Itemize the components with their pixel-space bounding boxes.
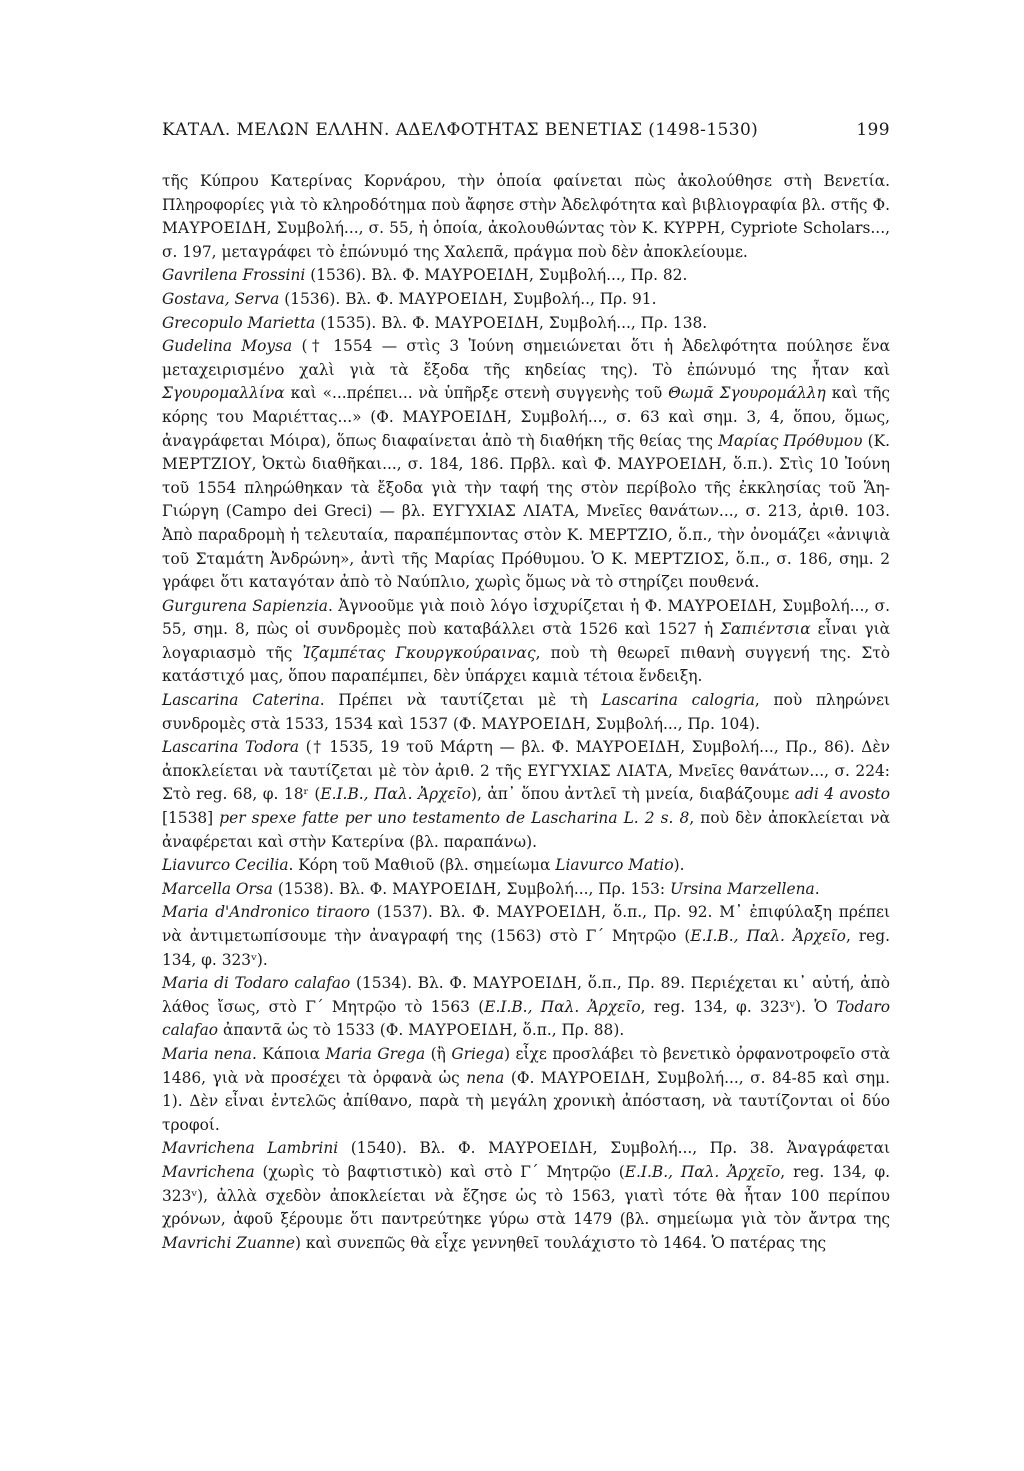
text-run: , Συμβολή..., Πρ. 153: — [496, 879, 670, 898]
italic-name: Θωμᾶ Σγουρομάλλη — [668, 384, 826, 403]
header-title: ΚΑΤΑΛ. ΜΕΛΩΝ ΕΛΛΗΝ. ΑΔΕΛΦΟΤΗΤΑΣ ΒΕΝΕΤΙΑΣ (1498-1530) — [162, 120, 759, 140]
italic-name: Mavrichena — [162, 1162, 255, 1181]
text-run: , Συμβολή..., Πρ. 82. — [528, 266, 688, 285]
text-run: , ὅ.π.). Στὶς 10 Ἰούνη τοῦ 1554 πληρώθηκαν τὰ ἔξοδα γιὰ τὴν ταφή της στὸν περίβολο τῆς ἐκκλησίας τοῦ Ἅη-Γιώργη (Campo dei Greci) — βλ. — [162, 455, 890, 521]
italic-name: Mavrichena Lambrini — [162, 1139, 339, 1158]
catalogue-entry — [162, 736, 890, 854]
catalogue-entry — [162, 1043, 890, 1137]
text-run: , Μνεῖες θανάτων..., σ. 224: Στὸ reg. 68, φ. 18ʳ ( — [162, 761, 890, 804]
italic-name: Griega — [451, 1044, 505, 1063]
italic-name: E.I.B., Παλ. Ἀρχεῖο — [320, 785, 472, 804]
italic-name: nena — [466, 1068, 505, 1087]
text-run: (1537). Βλ. Φ. — [369, 903, 497, 922]
text-run: (χωρὶς τὸ βαφτιστικὸ) καὶ στὸ Γ´ Μητρῷο ( — [254, 1162, 625, 1181]
continued-paragraph — [162, 170, 890, 264]
italic-name: E.I.B., Παλ. Ἀρχεῖο — [624, 1162, 781, 1181]
italic-name: Gurgurena Sapienzia — [162, 596, 328, 615]
catalogue-entry — [162, 972, 890, 1043]
author-name: ΜΑΥΡΟΕΙΔΗ — [540, 1068, 646, 1087]
author-name: ΜΑΥΡΟΕΙΔΗ — [481, 714, 586, 733]
author-name: ΜΑΥΡΟΕΙΔΗ — [162, 219, 267, 238]
text-run: (Φ. — [504, 1068, 541, 1087]
text-run: , ὅ.π., σ. 186, σημ. 2 γράφει ὅτι καταγόταν ἀπὸ τὸ Ναύπλιο, χωρὶς ὅμως νὰ τὸ στηρίζει πουθενά. — [162, 549, 890, 592]
author-name: ΜΑΥΡΟΕΙΔΗ — [496, 903, 602, 922]
italic-name: E.I.B., Παλ. Ἀρχεῖο — [484, 997, 641, 1016]
catalogue-entry — [162, 595, 890, 689]
text-run: (1534). Βλ. Φ. — [350, 974, 473, 993]
text-run: . Κόρη τοῦ Μαθιοῦ (βλ. σημείωμα — [288, 856, 556, 875]
text-run: (1535). Βλ. Φ. — [315, 313, 435, 332]
italic-name: Todaro calafao — [162, 997, 890, 1040]
text-run: . Πρέπει νὰ ταυτίζεται μὲ τὴ — [319, 691, 602, 710]
italic-name: Maria d'Andronico tiraoro — [162, 903, 370, 922]
text-run: (Κ. — [862, 431, 890, 450]
text-run: , Συμβολή..., σ. 63 καὶ σημ. 3, 4, ὅπου, ὅμως, ἀναγράφεται Μόιρα), ὅπως διαφαίνεται ἀπὸ τὴ διαθήκη τῆς θείας της — [162, 407, 890, 450]
text-run: , Συμβολή.., Πρ. 91. — [503, 289, 657, 308]
italic-name: Σγουρομαλλίνα — [162, 384, 285, 403]
text-run: , Συμβολή..., σ. 84-85 καὶ σημ. 1). Δὲν εἶναι ἐντελῶς ἀπίθανο, παρὰ τὴ μεγάλη χρονικὴ ἀπόσταση, νὰ ταυτίζονται οἱ δύο τροφοί. — [162, 1068, 890, 1134]
italic-name: Μαρίας Πρόθυμου — [718, 431, 863, 450]
italic-name: per spexe fatte per uno testamento de Lascharina L. 2 s. 8 — [219, 809, 690, 828]
text-run: (1536). Βλ. Φ. — [305, 266, 425, 285]
italic-name: Marcella Orsa — [162, 879, 273, 898]
author-name: ΚΥΡΡΗ — [663, 219, 721, 238]
text-run: ἀπαντᾶ ὡς τὸ 1533 (Φ. — [218, 1021, 409, 1040]
text-run: , ποὺ τὴ θεωρεῖ πιθανὴ συγγενή της. Στὸ κατάστιχό μας, ὅπου παραπέμπει, δὲν ὑπάρχει καμιὰ τέτοια ἔνδειξη. — [162, 643, 890, 686]
author-name: ΜΑΥΡΟΕΙΔΗ — [424, 266, 529, 285]
italic-name: Maria di Todaro calafao — [162, 974, 351, 993]
text-run: καὶ τῆς κόρης του Μαριέττας...» (Φ. — [162, 384, 891, 426]
catalogue-entry — [162, 264, 890, 288]
text-run: (1540). Βλ. Φ. — [338, 1139, 489, 1158]
text-run: , Ὀκτὼ διαθῆκαι..., σ. 184, 186. Πρβλ. καὶ Φ. — [251, 455, 618, 474]
author-name: ΜΑΥΡΟΕΙΔΗ — [488, 1139, 593, 1158]
catalogue-entry — [162, 1137, 890, 1255]
text-run: , ὅ.π., τὴν ὀνομάζει «ἀνιψιὰ τοῦ Σταμάτη Ἀνδρώνη», ἀντὶ τῆς Μαρίας Πρόθυμου. Ὁ Κ. — [162, 525, 890, 568]
text-run: († 1535, 19 τοῦ Μάρτη — βλ. Φ. — [299, 738, 576, 757]
text-run: εἶναι γιὰ λογαριασμὸ τῆς — [162, 620, 890, 662]
italic-name: adi 4 avosto — [794, 785, 890, 804]
text-run: (1538). Βλ. Φ. — [272, 879, 393, 898]
author-name: ΜΑΥΡΟΕΙΔΗ — [408, 1021, 513, 1040]
italic-name: Gudelina Moysa — [162, 337, 293, 356]
catalogue-entry — [162, 288, 890, 312]
text-run: († 1554 — στὶς 3 Ἰούνη σημειώνεται ὅτι ἡ Ἀδελφότητα πούλησε ἕνα μεταχειρισμένο χαλὶ γιὰ τὰ ἔξοδα τῆς κηδείας της). Τὸ ἐπώνυμό της ἦταν καὶ — [162, 337, 890, 379]
author-name: ΜΕΡΤΖΙΟΥ — [162, 455, 252, 474]
catalogue-entry — [162, 901, 890, 972]
author-name: ΜΑΥΡΟΕΙΔΗ — [575, 738, 681, 757]
catalogue-entry — [162, 878, 890, 902]
author-name: ΕΥΓΥΧΙΑΣ ΛΙΑΤΑ — [527, 761, 668, 780]
italic-name: Grecopulo Marietta — [162, 313, 316, 332]
text-run: , Συμβολή..., Πρ. 138. — [539, 313, 708, 332]
text-run: , Συμβολή..., σ. 55, σημ. 8, πὼς οἱ συνδρομὲς ποὺ καταβάλλει στὰ 1526 καὶ 1527 ἡ — [162, 596, 890, 639]
author-name: ΜΑΥΡΟΕΙΔΗ — [667, 596, 773, 615]
italic-name: Ursina Marzellena — [670, 879, 815, 898]
italic-name: Σαπιέντσια — [720, 620, 811, 639]
text-run: (1536). Βλ. Φ. — [279, 289, 399, 308]
text-run: [1538] — [162, 809, 220, 828]
italic-name: E.I.B., Παλ. Ἀρχεῖο — [690, 927, 846, 945]
author-name: ΜΑΥΡΟΕΙΔΗ — [392, 879, 497, 898]
text-run: , Cypriote Scholars..., σ. 197, μεταγράφει τὸ ἐπώνυμό της Χαλεπᾶ, πράγμα ποὺ δὲν ἀποκλείουμε. — [162, 219, 890, 261]
catalogue-entry — [162, 854, 890, 878]
italic-name: Gavrilena Frossini — [162, 266, 306, 285]
italic-name: Maria nena — [162, 1044, 252, 1063]
text-run: , Συμβολή..., σ. 55, ἡ ὁποία, ἀκολουθώντας τὸν Κ. — [266, 219, 664, 238]
author-name: ΜΑΥΡΟΕΙΔΗ — [434, 313, 540, 332]
author-name: ΜΑΥΡΟΕΙΔΗ — [472, 974, 578, 993]
text-run: , Συμβολή..., Πρ., 86). Δὲν ἀποκλείεται νὰ ταυτίζεται μὲ τὸν ἀριθ. 2 τῆς — [162, 738, 890, 780]
text-run: , ὅ.π., Πρ. 89. Περιέχεται κι᾽ αὐτή, ἀπὸ λάθος ἴσως, στὸ Γ´ Μητρῷο τὸ 1563 ( — [162, 974, 891, 1016]
text-run: (ἢ — [425, 1044, 452, 1063]
text-run: , Συμβολή..., Πρ. 104). — [585, 714, 761, 733]
catalogue-entry — [162, 689, 890, 736]
author-name: ΜΕΡΤΖΙΟΣ — [634, 549, 725, 568]
italic-name: Gostava, Serva — [162, 289, 280, 308]
text-run: , ὅ.π., Πρ. 92. Μ᾽ ἐπιφύλαξη πρέπει νὰ ἀντιμετωπίσουμε τὴν ἀναγραφή της (1563) στὸ Γ´ Μητρῷο ( — [162, 903, 890, 945]
italic-name: Lascarina Todora — [162, 738, 300, 757]
text-run: ) εἶχε προσλάβει τὸ βενετικὸ ὀρφανοτροφεῖο στὰ 1486, γιὰ νὰ προσέχει τὰ ὀρφανὰ ὡς — [162, 1044, 890, 1087]
text-run: , ποὺ πληρώνει συνδρομὲς στὰ 1533, 1534 καὶ 1537 (Φ. — [162, 691, 890, 733]
catalogue-entry — [162, 335, 890, 595]
page-number: 199 — [856, 120, 890, 140]
author-name: ΜΑΥΡΟΕΙΔΗ — [617, 455, 723, 474]
text-run: . — [814, 879, 820, 898]
text-run: , Συμβολή..., Πρ. 38. Ἀναγράφεται — [592, 1139, 890, 1158]
text-run: , reg. 134, φ. 323ᵛ), ἀλλὰ σχεδὸν ἀποκλείεται νὰ ἔζησε ὡς τὸ 1563, γιατὶ τότε θὰ ἦταν 100 περίπου χρόνων, ἀφοῦ ξέρουμε ὅτι παντρεύτηκε γύρω στὰ 1479 (βλ. σημείωμα γιὰ τὸν ἄντρα της — [162, 1162, 890, 1229]
italic-name: Liavurco Cecilia — [162, 856, 289, 875]
running-header — [162, 120, 890, 140]
italic-name: Liavurco Matio — [555, 856, 674, 875]
text-run: . Ἀγνοοῦμε γιὰ ποιὸ λόγο ἰσχυρίζεται ἡ Φ. — [327, 596, 668, 615]
text-run: τῆς Κύπρου Κατερίνας Κορνάρου, τὴν ὁποία φαίνεται πὼς ἀκολούθησε στὴ Βενετία. Πληροφορίες γιὰ τὸ κληροδότημα ποὺ ἄφησε στὴν Ἀδελφότητα καὶ βιβλιογραφία βλ. στῆς Φ. — [162, 172, 890, 214]
text-run: ). — [673, 856, 685, 875]
catalogue-entry — [162, 312, 890, 336]
author-name: ΜΑΥΡΟΕΙΔΗ — [398, 289, 504, 308]
text-run: , ὅ.π., Πρ. 88). — [512, 1021, 625, 1040]
italic-name: Maria Grega — [325, 1044, 426, 1063]
text-run: , Μνεῖες θανάτων..., σ. 213, ἀριθ. 103. Ἀπὸ παραδρομὴ ἡ τελευταία, παραπέμποντας στὸν Κ. — [162, 502, 890, 544]
italic-name: Lascarina calogria — [601, 691, 755, 710]
text-run: ) καὶ συνεπῶς θὰ εἶχε γεννηθεῖ τουλάχιστο τὸ 1464. Ὁ πατέρας της — [294, 1233, 827, 1252]
text-run: , reg. 134, φ. 323ᵛ). — [162, 927, 890, 969]
text-run: ), ἀπ᾽ ὅπου ἀντλεῖ τὴ μνεία, διαβάζουμε — [471, 785, 795, 804]
text-run: , ποὺ δὲν ἀποκλείεται νὰ ἀναφέρεται καὶ στὴν Κατερίνα (βλ. παραπάνω). — [162, 809, 890, 851]
text-run: καὶ «...πρέπει... νὰ ὑπῆρξε στενὴ συγγενὴς τοῦ — [284, 384, 669, 403]
text-run: , reg. 134, φ. 323ᵛ). Ὁ — [640, 997, 836, 1016]
author-name: ΜΑΥΡΟΕΙΔΗ — [402, 407, 507, 426]
text-run: . Κάποια — [251, 1044, 326, 1063]
body-text — [162, 170, 890, 1255]
author-name: ΕΥΓΥΧΙΑΣ ΛΙΑΤΑ — [432, 502, 575, 521]
author-name: ΜΕΡΤΖΙΟ — [588, 525, 668, 544]
italic-name: Mavrichi Zuanne — [162, 1233, 295, 1252]
italic-name: Lascarina Caterina — [162, 691, 320, 710]
italic-name: Ἰζαμπέτας Γκουργκούραινας — [302, 643, 536, 662]
